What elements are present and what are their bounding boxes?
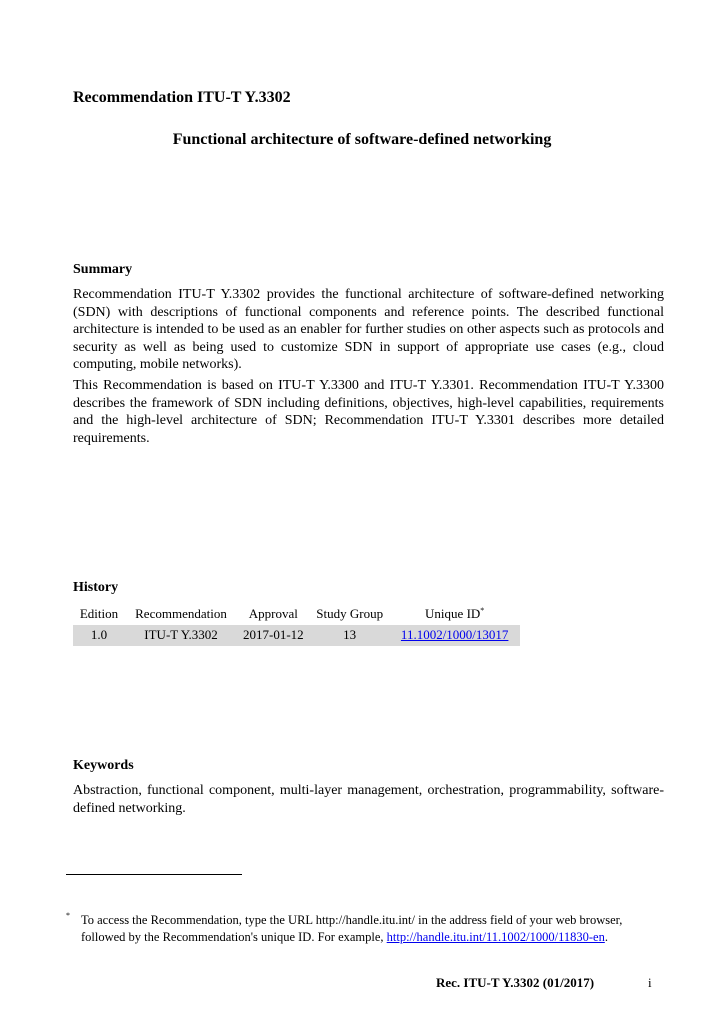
table-row	[73, 625, 520, 646]
col-unique-id: Unique ID*	[425, 606, 485, 621]
col-approval: Approval	[248, 606, 298, 621]
cell-unique-id	[390, 625, 520, 646]
col-recommendation: Recommendation	[135, 606, 227, 621]
summary-paragraph-2: This Recommendation is based on ITU-T Y.3300 and ITU-T Y.3301. Recommendation ITU-T Y.3300 describes the framework of SDN including definitions, objectives, high-level capabilities, requirements and the high-level architecture of SDN; Recommendation ITU-T Y.3301 describes more detailed requirements.	[73, 378, 664, 446]
page-number: i	[648, 975, 652, 990]
col-edition: Edition	[79, 606, 119, 621]
footnote-link[interactable]: http://handle.itu.int/11.1002/1000/11830-en	[386, 930, 605, 944]
history-header-row	[73, 604, 520, 625]
footnote-text: To access the Recommendation, type the URL http://handle.itu.int/ in the address field of your web browser, followed by the Recommendation's unique ID. For example, http://handle.itu.int/11.1002/1000/11830-en.	[81, 913, 623, 944]
cell-recommendation: ITU-T Y.3302	[144, 627, 218, 642]
col-study-group: Study Group	[316, 606, 384, 621]
unique-id-link[interactable]: 11.1002/1000/13017	[400, 627, 509, 642]
footnote-divider	[66, 874, 242, 875]
history-table	[73, 604, 520, 646]
cell-edition: 1.0	[90, 627, 108, 642]
footnote-mark: *	[66, 911, 70, 920]
footer-reference: Rec. ITU-T Y.3302 (01/2017)	[436, 975, 595, 990]
recommendation-number: Recommendation ITU-T Y.3302	[73, 89, 291, 106]
document-title: Functional architecture of software-defined networking	[172, 131, 552, 148]
footnote-marker: *	[480, 606, 485, 615]
cell-approval: 2017-01-12	[243, 627, 304, 642]
cell-study-group: 13	[343, 627, 357, 642]
keywords-heading: Keywords	[73, 758, 134, 773]
summary-heading: Summary	[73, 262, 133, 277]
summary-paragraph-1: Recommendation ITU-T Y.3302 provides the functional architecture of software-defined networking (SDN) with descriptions of functional components and reference points. The described functional architecture is intended to be used as an enabler for further studies on other aspects such as protocols and security as well as being used to customize SDN in support of appropriate use cases (e.g., cloud computing, mobile networks).	[73, 287, 664, 373]
keywords-text: Abstraction, functional component, multi-layer management, orchestration, programmability, software-defined networking.	[73, 783, 664, 816]
history-heading: History	[73, 580, 119, 595]
